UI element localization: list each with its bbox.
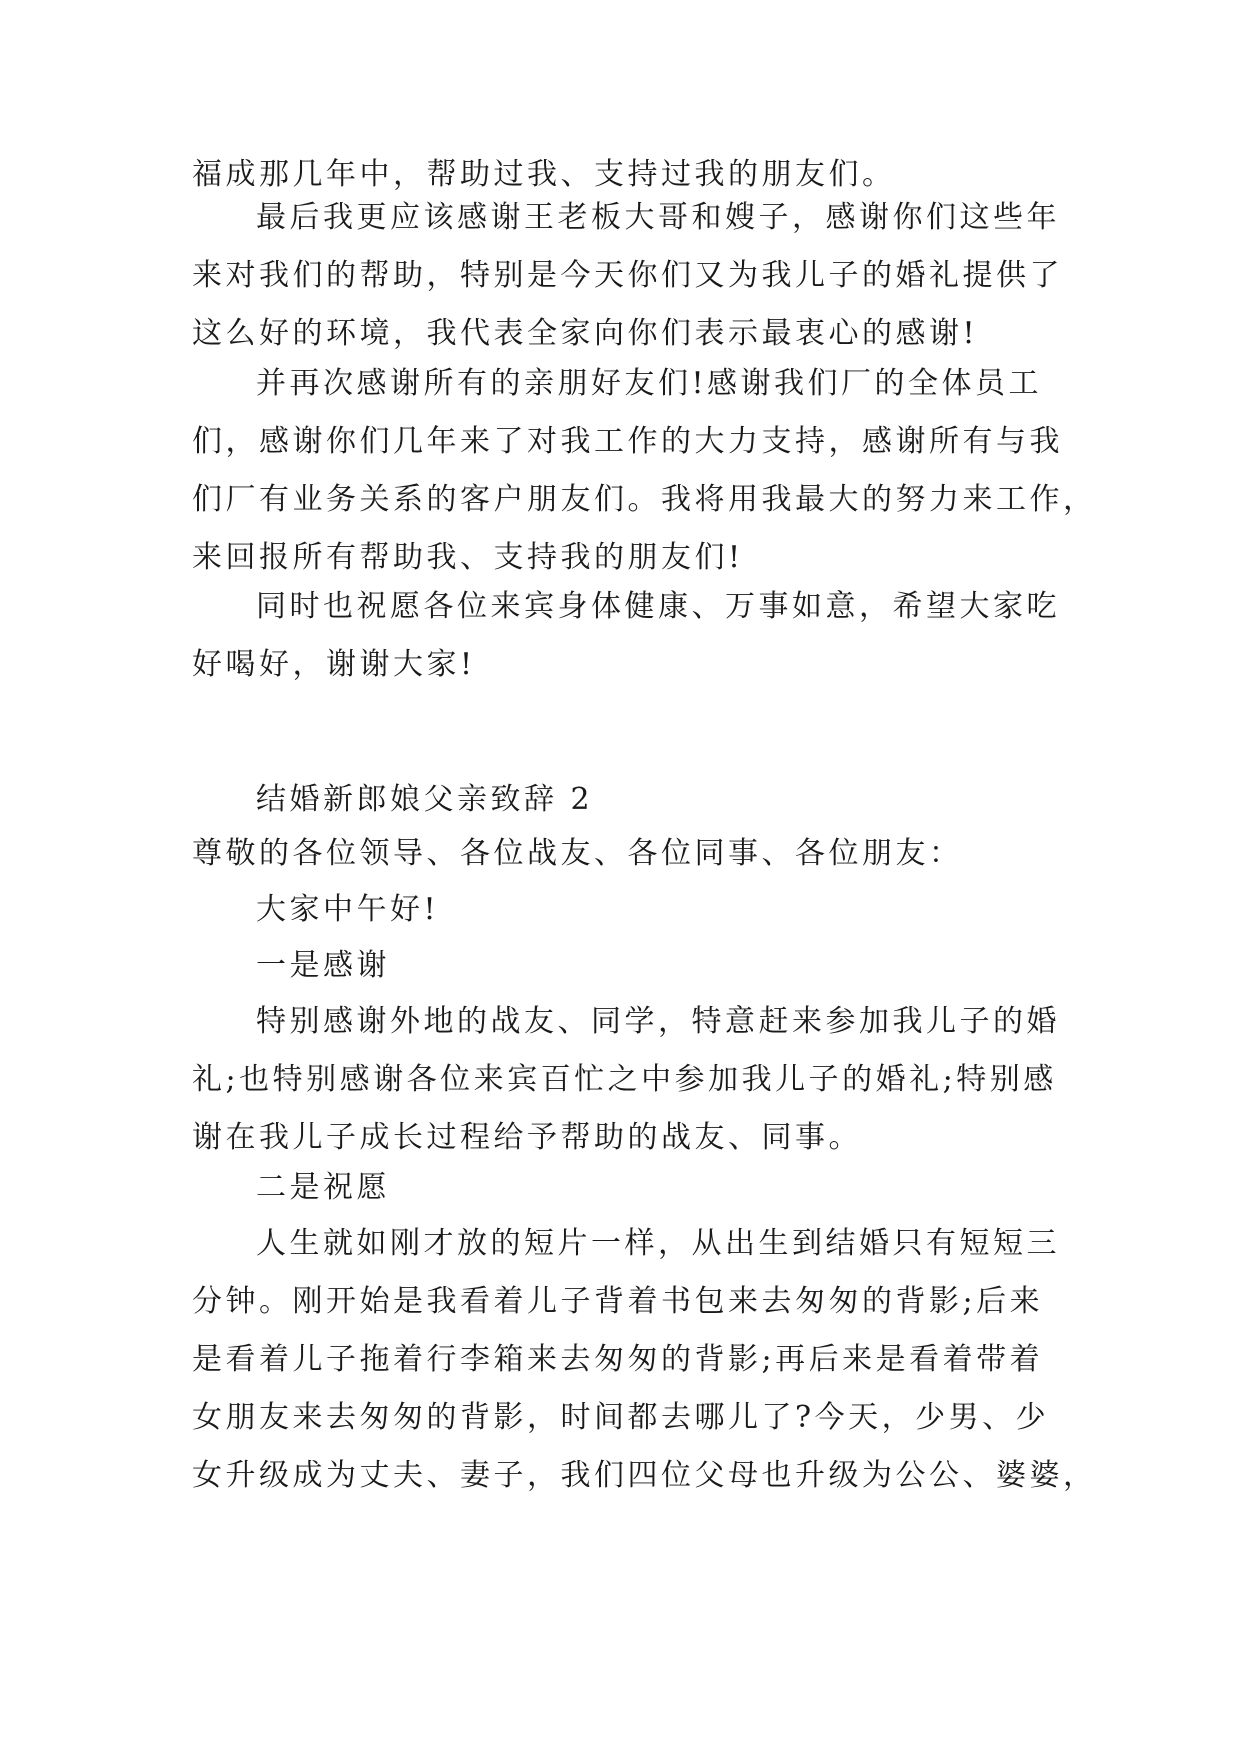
greeting [192,881,1052,939]
paragraph-thanks-boss [192,189,1063,363]
text-line: 礼;也特别感谢各位来宾百忙之中参加我儿子的婚礼;特别感 [192,1062,1057,1097]
text-line: 同时也祝愿各位来宾身体健康、万事如意，希望大家吃 [256,589,1060,624]
section-heading: 结婚新郎娘父亲致辞 2 [256,782,594,817]
text-line: 大家中午好! [256,892,440,927]
paragraph-wishes [192,578,1060,694]
text-line: 一是感谢 [256,948,390,983]
text-line: 分钟。刚开始是我看着儿子背着书包来去匆匆的背影;后来 [192,1284,1044,1319]
section-title [192,771,1052,829]
text-line: 来对我们的帮助，特别是今天你们又为我儿子的婚礼提供了 [192,258,1063,293]
text-line: 福成那几年中，帮助过我、支持过我的朋友们。 [192,157,896,192]
text-line: 女升级成为丈夫、妻子，我们四位父母也升级为公公、婆婆， [192,1458,1097,1493]
text-line: 女朋友来去匆匆的背影，时间都去哪儿了?今天，少男、少 [192,1400,1050,1435]
text-line: 们，感谢你们几年来了对我工作的大力支持，感谢所有与我 [192,424,1063,459]
text-line: 最后我更应该感谢王老板大哥和嫂子，感谢你们这些年 [256,200,1060,235]
subheading-thanks [192,937,1052,995]
text-line: 特别感谢外地的战友、同学，特意赶来参加我儿子的婚 [256,1004,1060,1039]
subheading-wishes [192,1159,1052,1217]
text-line: 们厂有业务关系的客户朋友们。我将用我最大的努力来工作， [192,482,1097,517]
paragraph-special-thanks [192,993,1060,1167]
text-line: 好喝好，谢谢大家! [192,647,476,682]
paragraph-thanks-all [192,355,1097,587]
text-line: 人生就如刚才放的短片一样，从出生到结婚只有短短三 [256,1226,1060,1261]
text-line: 二是祝愿 [256,1170,390,1205]
text-line: 来回报所有帮助我、支持我的朋友们! [192,540,744,575]
text-line: 是看着儿子拖着行李箱来去匆匆的背影;再后来是看着带着 [192,1342,1044,1377]
text-line: 并再次感谢所有的亲朋好友们!感谢我们厂的全体员工 [256,366,1043,401]
text-line: 这么好的环境，我代表全家向你们表示最衷心的感谢! [192,316,979,351]
text-line: 谢在我儿子成长过程给予帮助的战友、同事。 [192,1120,862,1155]
salutation [192,825,1052,883]
text-line: 尊敬的各位领导、各位战友、各位同事、各位朋友： [192,836,963,871]
paragraph-life [192,1215,1097,1505]
